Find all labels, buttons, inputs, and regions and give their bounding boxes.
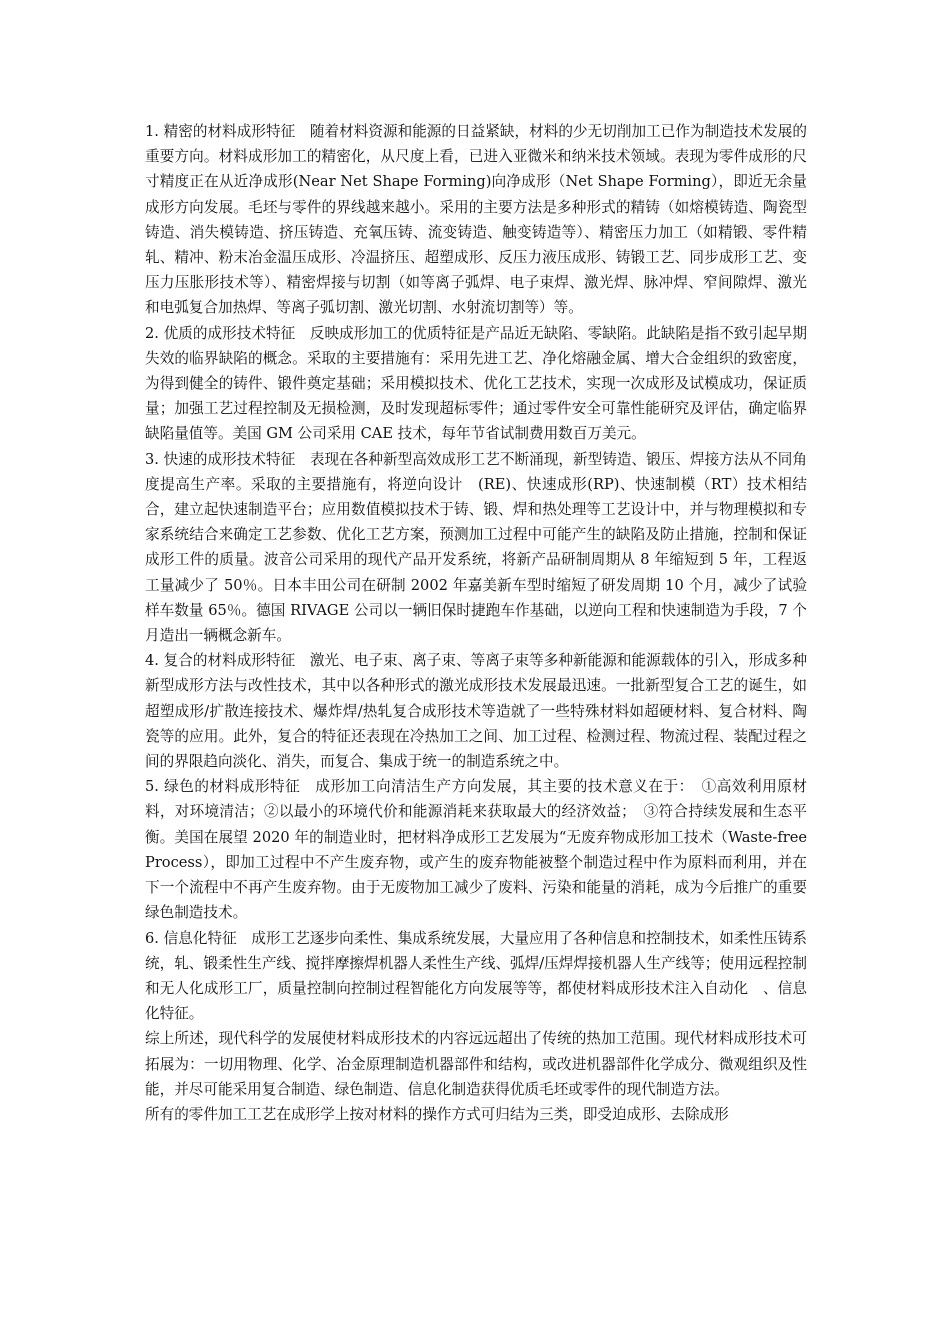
paragraph-quality-forming: 2. 优质的成形技术特征 反映成形加工的优质特征是产品近无缺陷、零缺陷。此缺陷是指不致引起早期失效的临界缺陷的概念。采取的主要措施有：采用先进工艺、净化熔融金属、增大合金组织的致密度，为得到健全的铸件、锻件奠定基础；采用模拟技术、优化工艺技术，实现一次成形及试模成功，保证质量；加强工艺过程控制及无损检测，及时发现超标零件；通过零件安全可靠性能研究及评估，确定临界缺陷量值等。美国 GM 公司采用 CAE 技术，每年节省试制费用数百万美元。 — [145, 324, 807, 443]
paragraph-green-forming: 5. 绿色的材料成形特征 成形加工向清洁生产方向发展，其主要的技术意义在于： ①高效利用原材料，对环境清洁；②以最小的环境代价和能源消耗来获取最大的经济效益； ③符合持续发展和生态平衡。美国在展望 2020 年的制造业时，把材料净成形工艺发展为“无废弃物成形加工技术（Waste-free Process），即加工过程中不产生废弃物，或产生的废弃物能被整个制造过程中作为原料而利用，并在下一个流程中不再产生废弃物。由于无废物加工减少了废料、污染和能量的消耗，成为今后推广的重要绿色制造技术。 — [145, 778, 807, 922]
paragraph-informatization: 6. 信息化特征 成形工艺逐步向柔性、集成系统发展，大量应用了各种信息和控制技术，如柔性压铸系统，轧、锻柔性生产线、搅拌摩擦焊机器人柔性生产线、弧焊/压焊焊接机器人生产线等；使用远程控制和无人化成形工厂，质量控制向控制过程智能化方向发展等等，都使材料成形技术注入自动化 、信息化特征。 — [145, 929, 807, 1023]
paragraph-composite-forming: 4. 复合的材料成形特征 激光、电子束、离子束、等离子束等多种新能源和能源载体的引入，形成多种新型成形方法与改性技术，其中以各种形式的激光成形技术发展最迅速。一批新型复合工艺的诞生，如超塑成形/扩散连接技术、爆炸焊/热轧复合成形技术等造就了一些特殊材料如超硬材料、复合材料、陶瓷等的应用。此外，复合的特征还表现在冷热加工之间、加工过程、检测过程、物流过程、装配过程之间的界限趋向淡化、消失，而复合、集成于统一的制造系统之中。 — [145, 652, 807, 771]
paragraph-precision-forming: 1. 精密的材料成形特征 随着材料资源和能源的日益紧缺，材料的少无切削加工已作为制造技术发展的重要方向。材料成形加工的精密化，从尺度上看，已进入亚微米和纳米技术领域。表现为零件成形的尺寸精度正在从近净成形(Near Net Shape Forming)向净成形（Net Shape Forming），即近无余量成形方向发展。毛坯与零件的界线越来越小。采用的主要方法是多种形式的精铸（如熔模铸造、陶瓷型铸造、消失模铸造、挤压铸造、充氧压铸、流变铸造、触变铸造等）、精密压力加工（如精锻、零件精轧、精冲、粉末冶金温压成形、冷温挤压、超塑成形、反压力液压成形、铸锻工艺、同步成形工艺、变压力压胀形技术等）、精密焊接与切割（如等离子弧焊、电子束焊、激光焊、脉冲焊、窄间隙焊、激光和电弧复合加热焊、等离子弧切割、激光切割、水射流切割等）等。 — [145, 123, 807, 317]
document-page — [145, 119, 807, 1127]
paragraph-rapid-forming: 3. 快速的成形技术特征 表现在各种新型高效成形工艺不断涌现，新型铸造、锻压、焊接方法从不同角度提高生产率。采取的主要措施有，将逆向设计 (RE)、快速成形(RP)、快速制模（RT）技术相结合，建立起快速制造平台；应用数值模拟技术于铸、锻、焊和热处理等工艺设计中，并与物理模拟和专家系统结合来确定工艺参数、优化工艺方案，预测加工过程中可能产生的缺陷及防止措施，控制和保证成形工件的质量。波音公司采用的现代产品开发系统，将新产品研制周期从 8 年缩短到 5 年，工程返工量减少了 50％。日本丰田公司在研制 2002 年嘉美新车型时缩短了研发周期 10 个月，减少了试验样车数量 65％。德国 RIVAGE 公司以一辆旧保时捷跑车作基础，以逆向工程和快速制造为手段，7 个月造出一辆概念新车。 — [145, 450, 807, 645]
paragraph-classification: 所有的零件加工工艺在成形学上按对材料的操作方式可归结为三类，即受迫成形、去除成形 — [145, 1105, 729, 1123]
paragraph-summary: 综上所述，现代科学的发展使材料成形技术的内容远远超出了传统的热加工范围。现代材料成形技术可拓展为：一切用物理、化学、冶金原理制造机器部件和结构，或改进机器部件化学成分、微观组织及性能，并尽可能采用复合制造、绿色制造、信息化制造获得优质毛坯或零件的现代制造方法。 — [145, 1030, 807, 1098]
